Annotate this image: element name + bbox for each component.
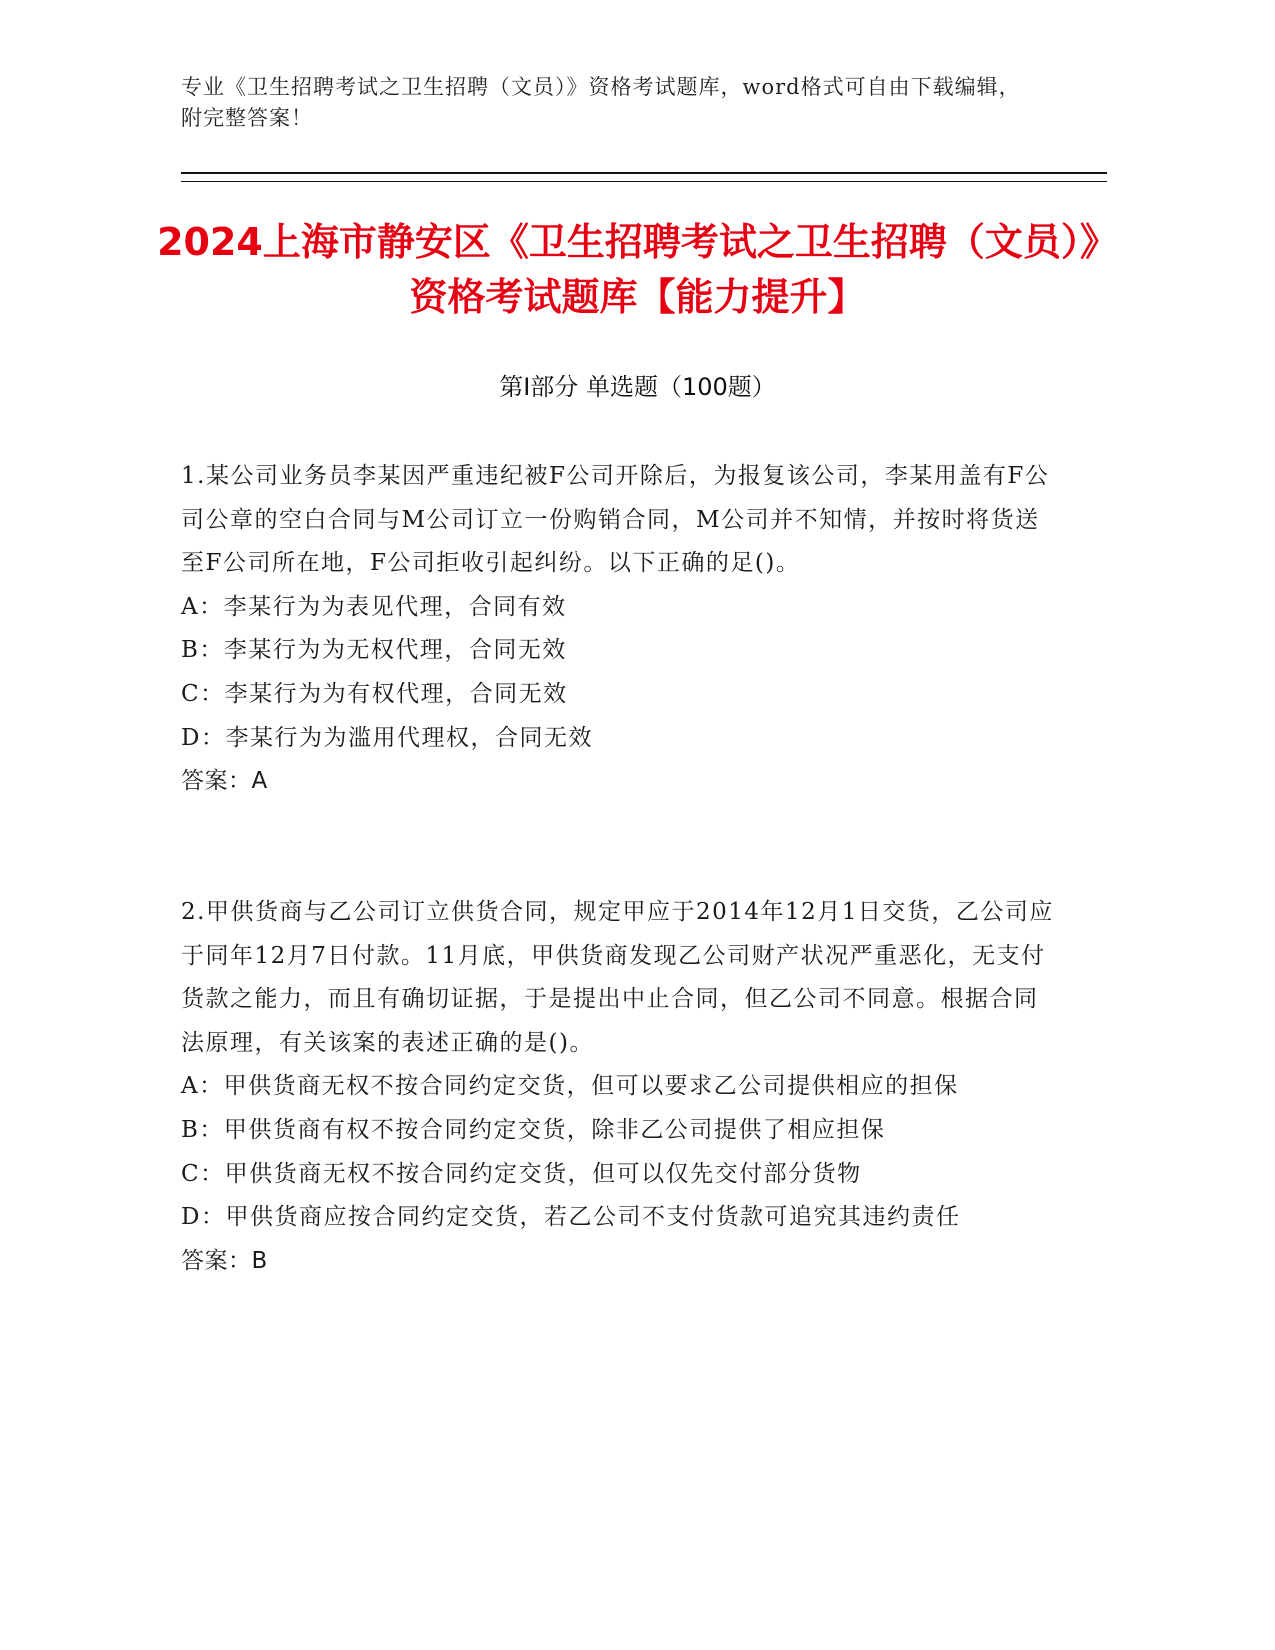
- answer-value: A: [251, 768, 268, 795]
- option-a: A：甲供货商无权不按合同约定交货，但可以要求乙公司提供相应的担保: [181, 1073, 959, 1100]
- answer-label: 答案：: [181, 1247, 252, 1274]
- option-d: D：甲供货商应按合同约定交货，若乙公司不支付货款可追究其违约责任: [181, 1204, 961, 1231]
- answer-line: [181, 760, 1061, 804]
- option-c: C：李某行为为有权代理，合同无效: [181, 680, 568, 707]
- option-c: C：甲供货商无权不按合同约定交货，但可以仅先交付部分货物: [181, 1160, 862, 1187]
- question-stem: 2.甲供货商与乙公司订立供货合同，规定甲应于2014年12月1日交货，乙公司应于同年12月7日付款。11月底，甲供货商发现乙公司财产状况严重恶化，无支付货款之能力，而且有确切证据，于是提出中止合同，但乙公司不同意。根据合同法原理，有关该案的表述正确的是()。: [181, 899, 1054, 1056]
- question-2: [181, 891, 1061, 1283]
- question-stem: 1.某公司业务员李某因严重违纪被F公司开除后，为报复该公司，李某用盖有F公司公章的空白合同与M公司订立一份购销合同，M公司并不知情，并按时将货送至F公司所在地，F公司拒收引起纠纷。以下正确的足()。: [181, 463, 1050, 577]
- header-note: 专业《卫生招聘考试之卫生招聘（文员）》资格考试题库，word格式可自由下载编辑，附完整答案！: [181, 75, 1021, 130]
- header-divider-thin: [181, 181, 1107, 182]
- section-heading: 第Ⅰ部分 单选题（100题）: [499, 373, 776, 401]
- answer-label: 答案：: [181, 768, 252, 795]
- option-a: A：李某行为为表见代理，合同有效: [181, 593, 567, 620]
- answer-value: B: [251, 1247, 268, 1274]
- document-title: 2024上海市静安区《卫生招聘考试之卫生招聘（文员）》资格考试题库【能力提升】: [157, 220, 1118, 319]
- option-d: D：李某行为为滥用代理权，合同无效: [181, 724, 593, 751]
- option-b: B：李某行为为无权代理，合同无效: [181, 637, 567, 664]
- option-b: B：甲供货商有权不按合同约定交货，除非乙公司提供了相应担保: [181, 1116, 886, 1143]
- question-1: [181, 455, 1061, 804]
- answer-line: [181, 1240, 1061, 1284]
- header-divider-thick: [181, 172, 1107, 174]
